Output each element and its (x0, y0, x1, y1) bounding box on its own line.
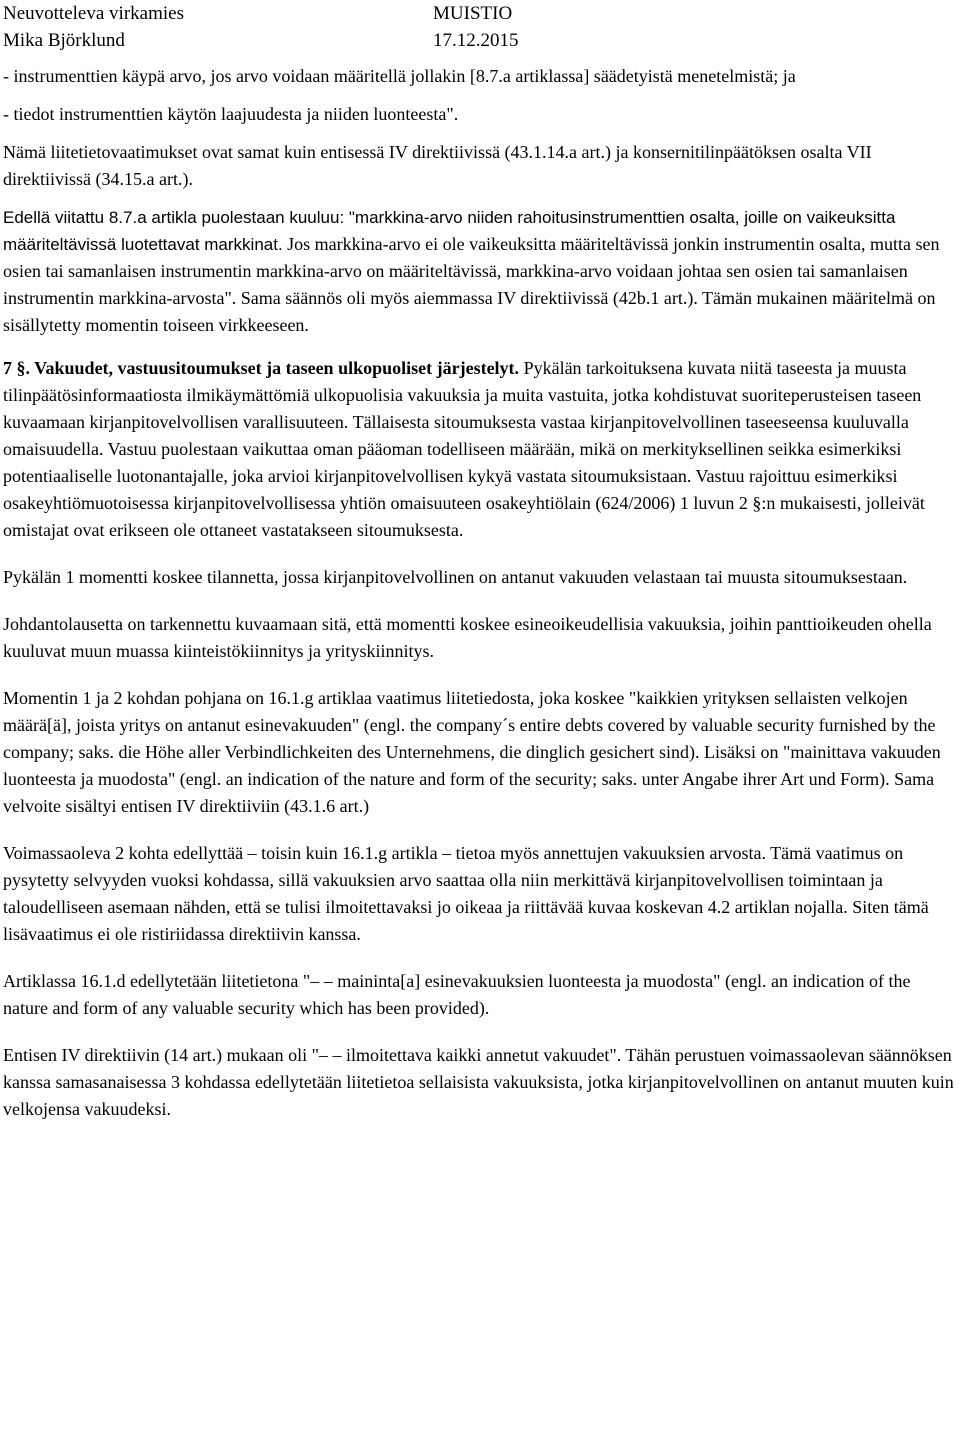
paragraph-list-item-1: - instrumenttien käypä arvo, jos arvo voidaan määritellä jollakin [8.7.a artiklassa] säädetyistä menetelmistä; ja (3, 66, 796, 86)
paragraph-intro-clause: Johdantolausetta on tarkennettu kuvaamaan sitä, että momentti koskee esineoikeudellisia vakuuksia, joihin panttioikeuden ohella kuuluvat muun muassa kiinteistökiinnitys ja yrityskiinnitys. (3, 614, 932, 661)
paragraph-item-2-value: Voimassaoleva 2 kohta edellyttää – toisin kuin 16.1.g artikla – tietoa myös annettujen vakuuksien arvosta. Tämä vaatimus on pysytetty selvyyden vuoksi kohdassa, sillä vakuuksien arvo saattaa olla niin merkittävä kirjanpitovelvollisen toimintaan ja taloudelliseen asemaan nähden, että se tulisi ilmoitettavaksi jo oikeaa ja riittävää kuvaa koskevan 4.2 artiklan nojalla. Siten tämä lisävaatimus ei ole ristiriidassa direktiivin kanssa. (3, 843, 929, 944)
page-header (3, 0, 954, 54)
paragraph-article-16-1-d: Artiklassa 16.1.d edellytetään liitetietona "– – maininta[a] esinevakuuksien luonteesta ja muodosta" (engl. an indication of the nature and form of any valuable security which has been provided). (3, 971, 911, 1018)
header-date: 17.12.2015 (433, 30, 519, 51)
paragraph-list-item-2: - tiedot instrumenttien käytön laajuudesta ja niiden luonteesta". (3, 104, 459, 124)
header-doc-type: MUISTIO (433, 3, 513, 24)
header-author: Mika Björklund (3, 30, 125, 51)
section-title: Vakuudet, vastuusitoumukset ja taseen ulkopuoliset järjestelyt. (30, 358, 520, 378)
paragraph-section-7 (3, 355, 954, 544)
header-org: Neuvotteleva virkamies (3, 3, 184, 24)
paragraph-items-1-2: Momentin 1 ja 2 kohdan pohjana on 16.1.g artiklaa vaatimus liitetiedosta, joka koskee "kaikkien yrityksen sellaisten velkojen määrä[ä], joista yritys on antanut esinevakuuden" (engl. the company´s entire debts covered by valuable security furnished by the company; saks. die Höhe aller Verbindlichkeiten des Unternehmens, die dinglich gesichert sind). Lisäksi on "mainittava vakuuden luonteesta ja muodosta" (engl. an indication of the nature and form of the security; saks. unter Angabe ihrer Art und Form). Sama velvoite sisältyi entisen IV direktiiviin (43.1.6 art.) (3, 688, 941, 816)
paragraph-former-directive: Entisen IV direktiivin (14 art.) mukaan oli "– – ilmoitettava kaikki annetut vakuudet". Tähän perustuen voimassaolevan säännöksen kanssa samasanaisessa 3 kohdassa edellytetään liitetietoa sellaisista vakuuksista, jotka kirjanpitovelvollinen on antanut muuten kuin velkojensa vakuudeksi. (3, 1045, 954, 1119)
paragraph-market-value-quote: Edellä viitattu 8.7.a artikla puolestaan kuuluu: "markkina-arvo niiden rahoitusinstrumenttien osalta, joille on vaikeuksitta määriteltävissä luotettavat markkinat. (3, 208, 896, 254)
header-right (433, 0, 519, 54)
header-left (3, 0, 184, 54)
paragraph-market-value (3, 204, 954, 339)
section-7-body: Pykälän tarkoituksena kuvata niitä taseesta ja muusta tilinpäätösinformaatiosta ilmikäymättömiä ulkopuolisia vakuuksia ja muita vastuita, jotka kohdistuvat suoriteperusteisen taseen kuvaamaan kirjanpitovelvollisen varallisuuteen. Tällaisesta sitoumuksesta vastaa kirjanpitovelvollinen taseeseensa kuuluvalla omaisuudella. Vastuu puolestaan vaikuttaa oman pääoman todelliseen määrään, mikä on merkityksellinen seikka esimerkiksi potentiaaliselle luotonantajalle, joka arvioi kirjanpitovelvollisen kykyä vastata sitoumuksistaan. Vastuu rajoittuu esimerkiksi osakeyhtiömuotoisessa kirjanpitovelvollisessa yhtiön omaisuuteen osakeyhtiölain (624/2006) 1 luvun 2 §:n mukaisesti, jolleivät omistajat ovat erikseen ole ottaneet vastatakseen sitoumuksesta. (3, 358, 925, 540)
paragraph-moment-1: Pykälän 1 momentti koskee tilannetta, jossa kirjanpitovelvollinen on antanut vakuuden velastaan tai muusta sitoumuksestaan. (3, 567, 908, 587)
paragraph-market-value-rest: Jos markkina-arvo ei ole vaikeuksitta määriteltävissä jonkin instrumentin osalta, mutta sen osien tai samanlaisen instrumentin markkina-arvo on määriteltävissä, markkina-arvo voidaan johtaa sen osien tai samanlaisen instrumentin markkina-arvosta". Sama säännös oli myös aiemmassa IV direktiivissä (42b.1 art.). Tämän mukainen määritelmä on sisällytetty momentin toiseen virkkeeseen. (3, 234, 940, 335)
section-number: 7 §. (3, 358, 30, 378)
paragraph-requirements-note: Nämä liitetietovaatimukset ovat samat kuin entisessä IV direktiivissä (43.1.14.a art.) ja konsernitilinpäätöksen osalta VII direktiivissä (34.15.a art.). (3, 142, 872, 189)
